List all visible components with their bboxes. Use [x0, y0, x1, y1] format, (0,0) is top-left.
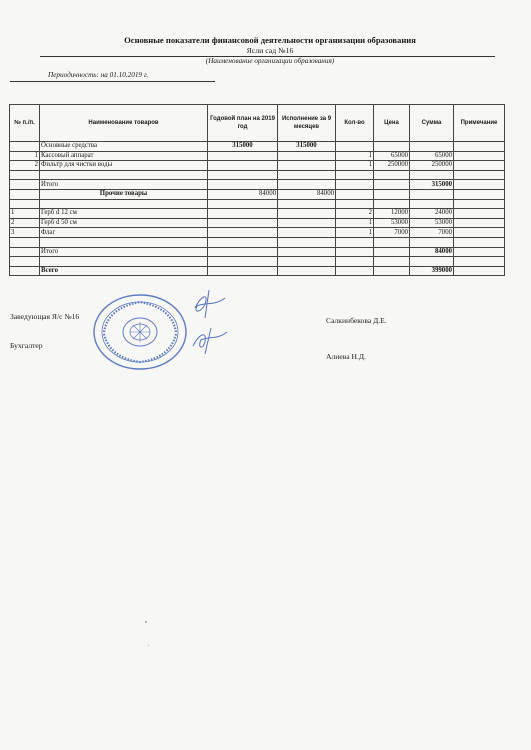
- row-name: Флаг: [40, 228, 208, 238]
- header-price: Цена: [374, 105, 410, 142]
- period-label: Периодичность: на 01.10.2019 г.: [48, 71, 149, 79]
- section-plan: 315000: [208, 142, 278, 152]
- row-sum: 65000: [410, 151, 454, 161]
- section-row: [10, 189, 505, 199]
- financial-table: [9, 104, 505, 276]
- grand-total-row: [10, 266, 505, 276]
- total-value: 315000: [410, 180, 454, 190]
- table-row: [10, 218, 505, 228]
- row-qty: 1: [336, 151, 374, 161]
- grand-total-label: Всего: [40, 266, 208, 276]
- section-plan: 84000: [208, 189, 278, 199]
- empty-row: [10, 257, 505, 267]
- row-num: 3: [10, 228, 40, 238]
- total-row: [10, 180, 505, 190]
- row-name: Фильтр для чистки воды: [40, 161, 208, 171]
- header-note: Примечание: [454, 105, 505, 142]
- accountant-title: Бухгалтер: [10, 341, 43, 350]
- row-sum: 250000: [410, 161, 454, 171]
- row-num: 2: [10, 161, 40, 171]
- row-price: 53000: [374, 218, 410, 228]
- signature-marks: [175, 288, 235, 358]
- header-execution: Исполнение за 9 месяцев: [278, 105, 336, 142]
- scan-speck: [145, 621, 147, 623]
- row-qty: 2: [336, 209, 374, 219]
- row-sum: 24000: [410, 209, 454, 219]
- table-row: [10, 228, 505, 238]
- row-name: Кассовый аппарат: [40, 151, 208, 161]
- total-row: [10, 247, 505, 257]
- row-name: Герб d 12 см: [40, 209, 208, 219]
- total-label: Итого: [40, 247, 208, 257]
- table-row: [10, 209, 505, 219]
- header-plan: Годовой план на 2019 год: [208, 105, 278, 142]
- row-name: Герб d 50 см: [40, 218, 208, 228]
- empty-row: [10, 170, 505, 180]
- row-num: 2: [10, 218, 40, 228]
- organization-name: Ясли сад №16: [246, 46, 294, 55]
- table-header-row: [10, 105, 505, 142]
- section-label: Прочие товары: [40, 189, 208, 199]
- header-name: Наименование товаров: [40, 105, 208, 142]
- head-title: Заведующая Я/с №16: [10, 312, 80, 321]
- row-num: 1: [10, 209, 40, 219]
- total-label: Итого: [40, 180, 208, 190]
- section-label: Основные средства: [40, 142, 208, 152]
- head-name: Салкинбекова Д.Е.: [326, 316, 387, 325]
- row-qty: 1: [336, 228, 374, 238]
- header-sum: Сумма: [410, 105, 454, 142]
- period-underline: [10, 81, 215, 82]
- row-num: 1: [10, 151, 40, 161]
- organization-hint: (Наименование организации образования): [205, 57, 335, 65]
- row-price: 250000: [374, 161, 410, 171]
- row-price: 65000: [374, 151, 410, 161]
- section-row: [10, 142, 505, 152]
- header-num: № п./п.: [10, 105, 40, 142]
- section-execution: 315000: [278, 142, 336, 152]
- row-price: 12000: [374, 209, 410, 219]
- total-value: 84000: [410, 247, 454, 257]
- accountant-name: Алиева Н.Д.: [326, 352, 366, 361]
- empty-row: [10, 237, 505, 247]
- header-qty: Кол-во: [336, 105, 374, 142]
- grand-total-value: 399000: [410, 266, 454, 276]
- row-sum: 53000: [410, 218, 454, 228]
- row-qty: 1: [336, 161, 374, 171]
- row-qty: 1: [336, 218, 374, 228]
- empty-row: [10, 199, 505, 209]
- scan-speck: [148, 645, 149, 646]
- row-price: 7000: [374, 228, 410, 238]
- document-title: Основные показатели финансовой деятельности организации образования: [124, 35, 416, 45]
- row-sum: 7000: [410, 228, 454, 238]
- table-row: [10, 161, 505, 171]
- section-execution: 84000: [278, 189, 336, 199]
- table-row: [10, 151, 505, 161]
